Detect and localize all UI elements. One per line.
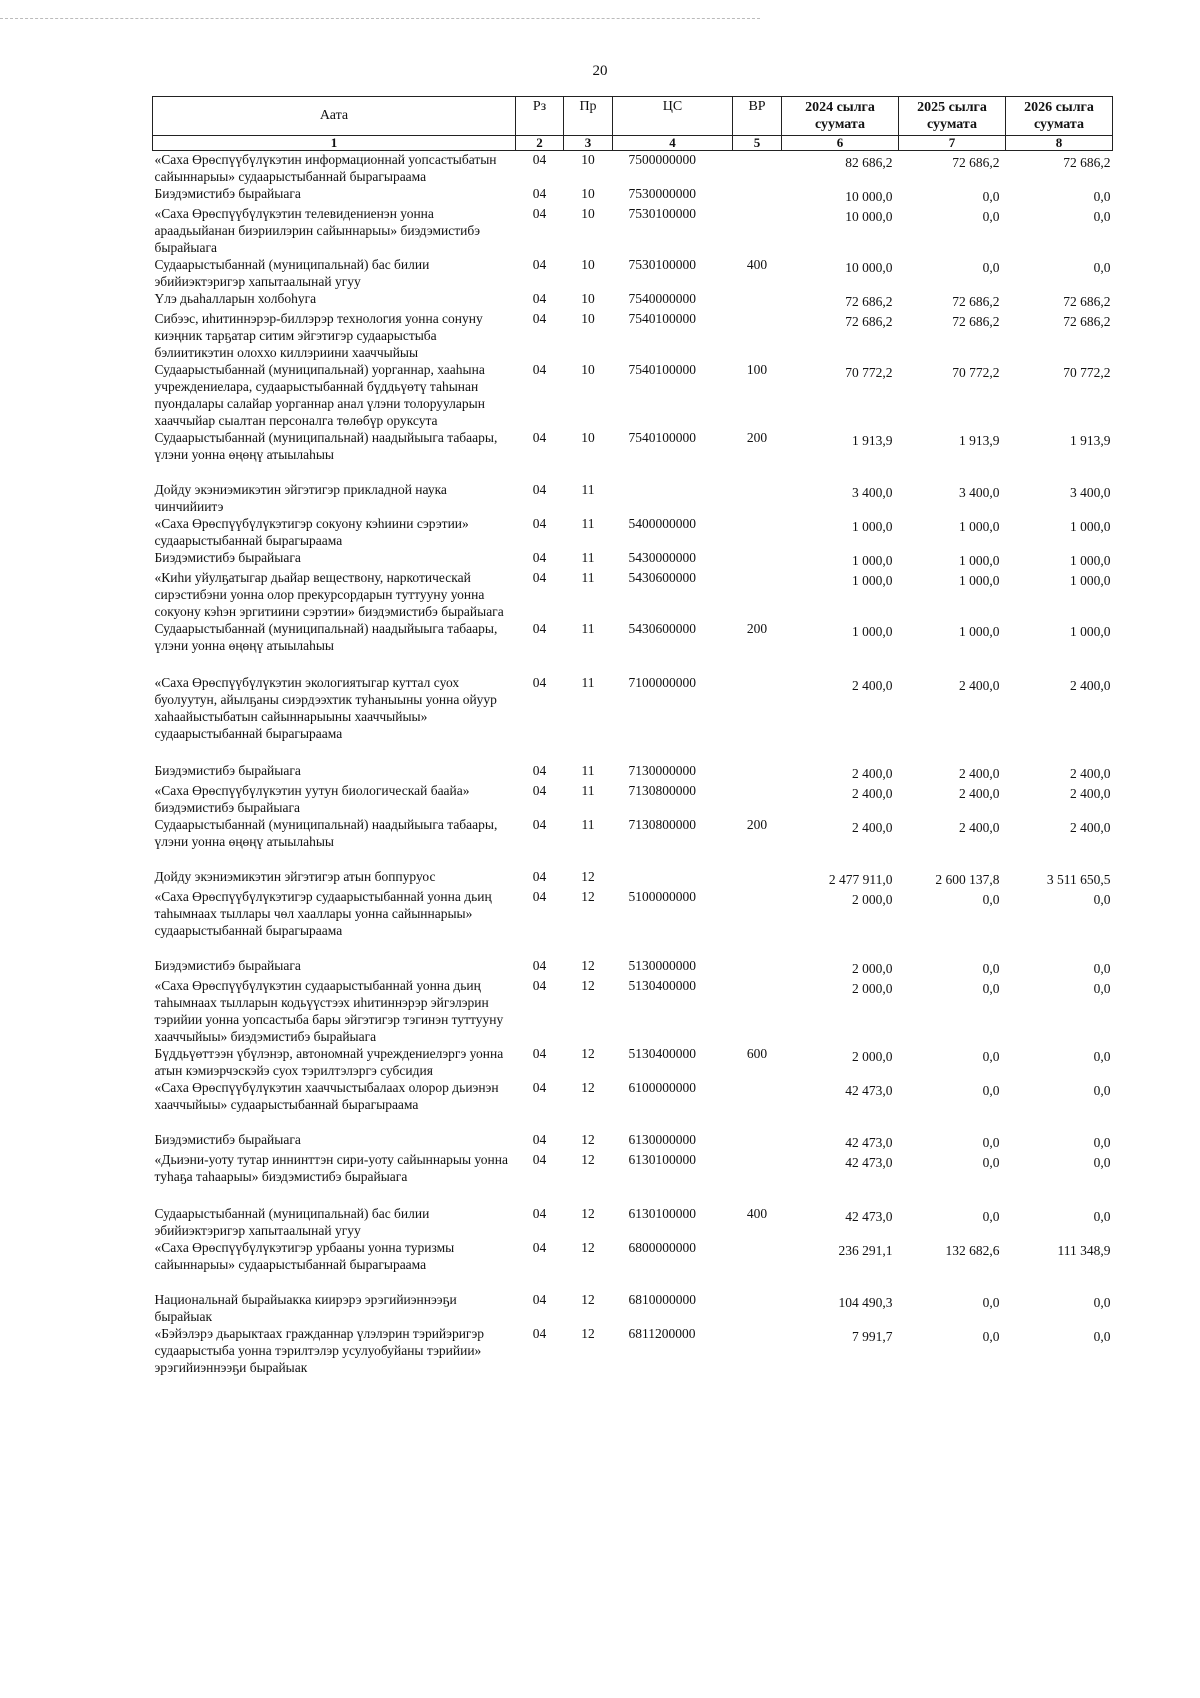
- cell-rz: 04: [532, 1080, 547, 1095]
- col-number: 8: [1006, 136, 1113, 151]
- cell-rz: 04: [532, 291, 547, 306]
- cell-amount-2025: 0,0: [982, 981, 1000, 996]
- cell-amount-2026: 70 772,2: [1063, 365, 1111, 380]
- cell-pr: 12: [581, 1152, 595, 1167]
- cell-name: Сибээс, иһитиннэрэр-биллэрэр технология уонна сонуну киэңник тарҕатар ситим эйгэтигэр судаарыстыба бэлиитикэтин олоххо киллэриини хааччыйыы: [154, 311, 483, 360]
- cell-amount-2024: 1 000,0: [852, 553, 893, 568]
- cell-vr: 600: [746, 1046, 768, 1061]
- cell-name: «Саха Өрөспүүбүлүкэтигэр сокуону кэһиини сэрэтии» судаарыстыбаннай бырагыраама: [154, 516, 469, 548]
- cell-name: Судаарыстыбаннай (муниципальнай) наадыйыыга табаары, үлэни уонна өңөңү атыылаһыы: [154, 430, 498, 462]
- table-row: [153, 1205, 1113, 1239]
- cell-rz: 04: [532, 311, 547, 326]
- cell-name: «Саха Өрөспүүбүлүкэтин уутун биологическай баайа» биэдэмистибэ бырайыага: [154, 783, 470, 815]
- cell-pr: 10: [581, 152, 595, 167]
- table-row: [153, 256, 1113, 290]
- cell-amount-2024: 42 473,0: [845, 1155, 893, 1170]
- cell-vr: [733, 1151, 782, 1205]
- table-row: [153, 816, 1113, 868]
- cell-cs: 7540100000: [628, 362, 696, 377]
- cell-amount-2026: 0,0: [1093, 260, 1111, 275]
- cell-amount-2026: 0,0: [1093, 1329, 1111, 1344]
- cell-vr: 200: [746, 621, 768, 636]
- cell-amount-2024: 10 000,0: [845, 189, 893, 204]
- cell-vr: [733, 515, 782, 549]
- table-row: [153, 481, 1113, 515]
- cell-amount-2025: 1 000,0: [959, 573, 1000, 588]
- table-row: [153, 888, 1113, 957]
- cell-vr: [733, 290, 782, 310]
- cell-name: Судаарыстыбаннай (муниципальнай) наадыйыыга табаары, үлэни уонна өңөңү атыылаһыы: [154, 621, 498, 653]
- cell-amount-2026: 0,0: [1093, 1209, 1111, 1224]
- cell-amount-2024: 2 000,0: [852, 1049, 893, 1064]
- cell-rz: 04: [532, 1132, 547, 1147]
- cell-cs: 7540100000: [628, 430, 696, 445]
- cell-pr: 12: [581, 958, 595, 973]
- cell-cs: 5130400000: [628, 1046, 696, 1061]
- cell-amount-2026: 2 400,0: [1070, 786, 1111, 801]
- cell-rz: 04: [532, 482, 547, 497]
- header-year-2025: 2025 сылга суумата: [899, 97, 1006, 136]
- cell-amount-2026: 0,0: [1093, 961, 1111, 976]
- cell-name: Судаарыстыбаннай (муниципальнай) наадыйыыга табаары, үлэни уонна өңөңү атыылаһыы: [154, 817, 498, 849]
- cell-name: Судаарыстыбаннай (муниципальнай) бас билии эбийиэктэригэр хапытаалынай угуу: [154, 257, 430, 289]
- cell-pr: 10: [581, 291, 595, 306]
- cell-amount-2024: 42 473,0: [845, 1083, 893, 1098]
- cell-pr: 10: [581, 206, 595, 221]
- cell-rz: 04: [532, 763, 547, 778]
- cell-rz: 04: [532, 186, 547, 201]
- cell-cs: 5430600000: [628, 570, 696, 585]
- table-row: [153, 674, 1113, 762]
- cell-amount-2024: 2 000,0: [852, 892, 893, 907]
- cell-amount-2024: 1 913,9: [852, 433, 893, 448]
- cell-cs: 7130800000: [628, 817, 696, 832]
- cell-vr: [733, 674, 782, 762]
- cell-name: «Дьиэни-уоту тутар иннинттэн сири-уоту сайыннарыы уонна туһаҕа таһаарыы» биэдэмистибэ бырайыага: [154, 1152, 508, 1184]
- cell-vr: [733, 1325, 782, 1376]
- cell-amount-2026: 72 686,2: [1063, 294, 1111, 309]
- cell-amount-2024: 2 477 911,0: [828, 872, 893, 887]
- cell-amount-2024: 7 991,7: [852, 1329, 893, 1344]
- col-number: 4: [613, 136, 733, 151]
- cell-amount-2025: 0,0: [982, 892, 1000, 907]
- cell-amount-2026: 0,0: [1093, 1155, 1111, 1170]
- cell-name: Үлэ дьаһалларын холбоһуга: [154, 291, 317, 306]
- cell-name: Биэдэмистибэ бырайыага: [154, 1132, 301, 1147]
- cell-rz: 04: [532, 430, 547, 445]
- col-number: 1: [153, 136, 516, 151]
- cell-name: «Саха Өрөспүүбүлүкэтин телевидениенэн уонна араадьыйанан биэриилэрин сайыннарыы» биэдэмистибэ бырайыага: [154, 206, 481, 255]
- cell-pr: 11: [581, 570, 595, 585]
- cell-amount-2026: 3 400,0: [1070, 485, 1111, 500]
- cell-cs: 7130000000: [628, 763, 696, 778]
- cell-vr: [733, 1239, 782, 1291]
- cell-vr: [733, 868, 782, 888]
- cell-amount-2025: 2 400,0: [959, 786, 1000, 801]
- cell-pr: 12: [581, 1046, 595, 1061]
- header-cs: ЦС: [613, 97, 733, 136]
- cell-amount-2024: 2 000,0: [852, 981, 893, 996]
- cell-amount-2026: 72 686,2: [1063, 155, 1111, 170]
- cell-vr: 200: [746, 430, 768, 445]
- cell-amount-2025: 0,0: [982, 1155, 1000, 1170]
- cell-vr: [733, 151, 782, 186]
- cell-amount-2026: 72 686,2: [1063, 314, 1111, 329]
- cell-rz: 04: [532, 1206, 547, 1221]
- cell-name: «Саха Өрөспүүбүлүкэтигэр судаарыстыбаннай уонна дьиң таһымнаах тыллары чөл хааллары уонна сайыннарыы» судаарыстыбаннай бырагыраама: [154, 889, 492, 938]
- table-row: [153, 977, 1113, 1045]
- cell-pr: 11: [581, 621, 595, 636]
- cell-cs: 7100000000: [628, 675, 696, 690]
- cell-name: Дойду экэниэмикэтин эйгэтигэр атын боппуруос: [154, 869, 436, 884]
- col-number: 6: [782, 136, 899, 151]
- cell-rz: 04: [532, 817, 547, 832]
- scan-artifact-line: [0, 18, 760, 19]
- cell-rz: 04: [532, 1240, 547, 1255]
- cell-amount-2025: 72 686,2: [952, 294, 1000, 309]
- cell-rz: 04: [532, 362, 547, 377]
- cell-name: «Саха Өрөспүүбүлүкэтин информационнай уопсастыбатын сайыннарыы» судаарыстыбаннай бырагыраама: [154, 152, 497, 184]
- cell-name: «Бэйэлэрэ дьарыктаах гражданнар үлэлэрин тэрийэригэр судаарыстыба уонна тэрилтэлэр усулуобуйаны тэрийии» эрэгийиэннээҕи бырайыак: [154, 1326, 485, 1375]
- budget-table-container: [152, 96, 1112, 1376]
- cell-cs: 7500000000: [628, 152, 696, 167]
- cell-rz: 04: [532, 206, 547, 221]
- cell-amount-2024: 3 400,0: [852, 485, 893, 500]
- cell-pr: 10: [581, 186, 595, 201]
- cell-amount-2025: 0,0: [982, 1209, 1000, 1224]
- cell-amount-2024: 104 490,3: [838, 1295, 893, 1310]
- cell-amount-2024: 1 000,0: [852, 624, 893, 639]
- cell-vr: [733, 1291, 782, 1325]
- cell-amount-2026: 3 511 650,5: [1046, 872, 1111, 887]
- cell-vr: 100: [746, 362, 768, 377]
- cell-name: «Киһи уйулҕатыгар дьайар веществону, наркотическай сирэстибэни уонна олор прекурсордарын туттууну уонна сокуону кэһэн эргитиини сэрэтии» биэдэмистибэ бырайыага: [154, 570, 504, 619]
- cell-name: «Саха Өрөспүүбүлүкэтин экологиятыгар куттал суох буолуутун, айылҕаны сиэрдээхтик туһаныыны уонна ойуур хаһаайыстыбатын сайыннарыыны хааччыйыы» судаарыстыбаннай бырагыраама: [154, 675, 497, 741]
- header-year-2026: 2026 сылга суумата: [1006, 97, 1113, 136]
- cell-name: «Саха Өрөспүүбүлүкэтин судаарыстыбаннай уонна дьиң таһымнаах тылларын кодьүүстээх иһитиннэрэр эйгэлэрин тэрийии уонна уопсастыба бары эйгэтигэр тэгинэн туттууну хааччыйыы» биэдэмистибэ бырайыага: [154, 978, 504, 1044]
- cell-vr: [733, 549, 782, 569]
- cell-vr: [733, 762, 782, 782]
- cell-pr: 11: [581, 763, 595, 778]
- table-row: [153, 361, 1113, 429]
- cell-cs: 5130000000: [628, 958, 696, 973]
- cell-rz: 04: [532, 621, 547, 636]
- cell-amount-2026: 0,0: [1093, 1083, 1111, 1098]
- cell-name: «Саха Өрөспүүбүлүкэтин хааччыстыбалаах олорор дьиэнэн хааччыйыы» судаарыстыбаннай бырагыраама: [154, 1080, 499, 1112]
- cell-rz: 04: [532, 1152, 547, 1167]
- cell-name: Бүддьүөттээн үбүлэнэр, автономнай учреждениелэргэ уонна атын кэмиэрчэскэйэ суох тэрилтэлэргэ субсидия: [154, 1046, 504, 1078]
- cell-amount-2024: 72 686,2: [845, 294, 893, 309]
- table-row: [153, 1131, 1113, 1151]
- cell-cs: 6130100000: [628, 1152, 696, 1167]
- cell-pr: 12: [581, 1326, 595, 1341]
- cell-amount-2025: 0,0: [982, 1329, 1000, 1344]
- cell-cs: 5400000000: [628, 516, 696, 531]
- cell-name: Биэдэмистибэ бырайыага: [154, 550, 301, 565]
- table-body: [153, 151, 1113, 1377]
- cell-amount-2025: 1 000,0: [959, 519, 1000, 534]
- table-row: [153, 1325, 1113, 1376]
- cell-amount-2026: 0,0: [1093, 1049, 1111, 1064]
- cell-pr: 11: [581, 516, 595, 531]
- cell-rz: 04: [532, 570, 547, 585]
- cell-amount-2024: 42 473,0: [845, 1209, 893, 1224]
- cell-cs: 7530100000: [628, 206, 696, 221]
- cell-pr: 12: [581, 1080, 595, 1095]
- cell-amount-2025: 1 000,0: [959, 553, 1000, 568]
- cell-amount-2026: 111 348,9: [1057, 1243, 1111, 1258]
- cell-amount-2026: 0,0: [1093, 1135, 1111, 1150]
- cell-rz: 04: [532, 978, 547, 993]
- cell-amount-2025: 132 682,6: [945, 1243, 1000, 1258]
- cell-name: Судаарыстыбаннай (муниципальнай) уорганнар, хааһына учреждениелара, судаарыстыбаннай бүддьүөтү таһынан пуондалары салайар уорганнар анал үлэни толорууларын хааччыйар сыалтан персоналга төлөбүр оруксута: [154, 362, 485, 428]
- cell-cs: 6100000000: [628, 1080, 696, 1095]
- cell-amount-2024: 1 000,0: [852, 519, 893, 534]
- cell-amount-2025: 1 000,0: [959, 624, 1000, 639]
- cell-amount-2026: 0,0: [1093, 981, 1111, 996]
- cell-vr: 400: [746, 257, 768, 272]
- cell-rz: 04: [532, 869, 547, 884]
- header-vr: ВР: [733, 97, 782, 136]
- cell-pr: 10: [581, 311, 595, 326]
- table-row: [153, 569, 1113, 620]
- table-row: [153, 620, 1113, 674]
- header-rz: Рз: [516, 97, 564, 136]
- cell-pr: 12: [581, 1240, 595, 1255]
- cell-rz: 04: [532, 889, 547, 904]
- cell-amount-2024: 2 400,0: [852, 678, 893, 693]
- table-row: [153, 1045, 1113, 1079]
- cell-cs: 7130800000: [628, 783, 696, 798]
- cell-amount-2025: 72 686,2: [952, 314, 1000, 329]
- budget-table: [152, 96, 1113, 1376]
- cell-amount-2026: 0,0: [1093, 892, 1111, 907]
- cell-vr: [733, 957, 782, 977]
- cell-cs: 5100000000: [628, 889, 696, 904]
- cell-vr: [733, 310, 782, 361]
- cell-amount-2025: 0,0: [982, 189, 1000, 204]
- cell-pr: 10: [581, 257, 595, 272]
- cell-amount-2024: 82 686,2: [845, 155, 893, 170]
- col-number: 5: [733, 136, 782, 151]
- cell-name: Судаарыстыбаннай (муниципальнай) бас билии эбийиэктэригэр хапытаалынай угуу: [154, 1206, 430, 1238]
- cell-vr: [733, 481, 782, 515]
- table-header: [153, 97, 1113, 151]
- cell-amount-2025: 2 400,0: [959, 820, 1000, 835]
- cell-cs: 6130100000: [628, 1206, 696, 1221]
- cell-vr: 200: [746, 817, 768, 832]
- cell-rz: 04: [532, 1292, 547, 1307]
- cell-rz: 04: [532, 1046, 547, 1061]
- cell-pr: 11: [581, 675, 595, 690]
- cell-amount-2024: 10 000,0: [845, 209, 893, 224]
- col-number: 7: [899, 136, 1006, 151]
- cell-amount-2026: 2 400,0: [1070, 820, 1111, 835]
- cell-amount-2024: 70 772,2: [845, 365, 893, 380]
- cell-amount-2024: 2 400,0: [852, 766, 893, 781]
- cell-pr: 12: [581, 869, 595, 884]
- cell-amount-2025: 2 400,0: [959, 766, 1000, 781]
- table-row: [153, 1291, 1113, 1325]
- cell-amount-2026: 1 000,0: [1070, 624, 1111, 639]
- cell-vr: [733, 1131, 782, 1151]
- cell-rz: 04: [532, 550, 547, 565]
- cell-amount-2025: 0,0: [982, 1295, 1000, 1310]
- table-row: [153, 1079, 1113, 1131]
- cell-name: Биэдэмистибэ бырайыага: [154, 958, 301, 973]
- table-row: [153, 429, 1113, 481]
- cell-amount-2025: 2 400,0: [959, 678, 1000, 693]
- cell-amount-2026: 0,0: [1093, 209, 1111, 224]
- cell-name: «Саха Өрөспүүбүлүкэтигэр урбааны уонна туризмы сайыннарыы» судаарыстыбаннай бырагыраама: [154, 1240, 455, 1272]
- cell-pr: 10: [581, 362, 595, 377]
- cell-vr: [733, 782, 782, 816]
- cell-pr: 11: [581, 783, 595, 798]
- cell-pr: 11: [581, 482, 595, 497]
- table-row: [153, 549, 1113, 569]
- cell-amount-2024: 2 400,0: [852, 786, 893, 801]
- cell-cs: 5430600000: [628, 621, 696, 636]
- cell-vr: [733, 185, 782, 205]
- cell-cs: [613, 481, 733, 515]
- cell-amount-2025: 0,0: [982, 1135, 1000, 1150]
- cell-name: Биэдэмистибэ бырайыага: [154, 763, 301, 778]
- header-pr: Пр: [564, 97, 613, 136]
- cell-amount-2025: 3 400,0: [959, 485, 1000, 500]
- cell-amount-2026: 0,0: [1093, 189, 1111, 204]
- cell-vr: [733, 205, 782, 256]
- cell-amount-2024: 2 400,0: [852, 820, 893, 835]
- cell-amount-2026: 1 000,0: [1070, 573, 1111, 588]
- cell-rz: 04: [532, 516, 547, 531]
- cell-amount-2026: 2 400,0: [1070, 678, 1111, 693]
- cell-cs: 6800000000: [628, 1240, 696, 1255]
- table-row: [153, 290, 1113, 310]
- cell-amount-2025: 0,0: [982, 1083, 1000, 1098]
- cell-vr: [733, 569, 782, 620]
- table-row: [153, 515, 1113, 549]
- cell-cs: [613, 868, 733, 888]
- cell-amount-2025: 0,0: [982, 961, 1000, 976]
- cell-amount-2026: 1 000,0: [1070, 553, 1111, 568]
- cell-pr: 12: [581, 1292, 595, 1307]
- cell-name: Национальнай бырайыакка киирэрэ эрэгийиэннээҕи бырайыак: [154, 1292, 457, 1324]
- cell-name: Биэдэмистибэ бырайыага: [154, 186, 301, 201]
- cell-vr: [733, 977, 782, 1045]
- cell-amount-2026: 1 913,9: [1070, 433, 1111, 448]
- cell-cs: 6810000000: [628, 1292, 696, 1307]
- cell-cs: 5130400000: [628, 978, 696, 993]
- cell-vr: [733, 888, 782, 957]
- cell-pr: 11: [581, 550, 595, 565]
- cell-rz: 04: [532, 1326, 547, 1341]
- cell-amount-2024: 42 473,0: [845, 1135, 893, 1150]
- cell-amount-2026: 0,0: [1093, 1295, 1111, 1310]
- cell-amount-2026: 1 000,0: [1070, 519, 1111, 534]
- cell-rz: 04: [532, 783, 547, 798]
- cell-cs: 6811200000: [628, 1326, 696, 1341]
- cell-amount-2025: 70 772,2: [952, 365, 1000, 380]
- cell-vr: [733, 1079, 782, 1131]
- cell-rz: 04: [532, 152, 547, 167]
- cell-pr: 12: [581, 889, 595, 904]
- cell-amount-2025: 72 686,2: [952, 155, 1000, 170]
- cell-amount-2025: 0,0: [982, 1049, 1000, 1064]
- table-row: [153, 151, 1113, 186]
- cell-pr: 12: [581, 1132, 595, 1147]
- cell-pr: 12: [581, 978, 595, 993]
- col-number: 2: [516, 136, 564, 151]
- cell-cs: 7540000000: [628, 291, 696, 306]
- cell-amount-2025: 0,0: [982, 260, 1000, 275]
- header-name: Аата: [153, 97, 516, 136]
- table-row: [153, 868, 1113, 888]
- cell-cs: 7530100000: [628, 257, 696, 272]
- cell-amount-2025: 1 913,9: [959, 433, 1000, 448]
- cell-amount-2024: 236 291,1: [838, 1243, 893, 1258]
- cell-cs: 7540100000: [628, 311, 696, 326]
- cell-amount-2025: 2 600 137,8: [935, 872, 1000, 887]
- cell-amount-2025: 0,0: [982, 209, 1000, 224]
- cell-pr: 12: [581, 1206, 595, 1221]
- cell-rz: 04: [532, 675, 547, 690]
- cell-cs: 5430000000: [628, 550, 696, 565]
- cell-cs: 7530000000: [628, 186, 696, 201]
- cell-amount-2024: 1 000,0: [852, 573, 893, 588]
- table-row: [153, 1151, 1113, 1205]
- page-number: 20: [592, 63, 608, 79]
- cell-rz: 04: [532, 958, 547, 973]
- cell-amount-2024: 10 000,0: [845, 260, 893, 275]
- table-row: [153, 205, 1113, 256]
- cell-amount-2024: 2 000,0: [852, 961, 893, 976]
- cell-name: Дойду экэниэмикэтин эйгэтигэр прикладной наука чинчийиитэ: [154, 482, 447, 514]
- cell-amount-2024: 72 686,2: [845, 314, 893, 329]
- table-row: [153, 782, 1113, 816]
- cell-amount-2026: 2 400,0: [1070, 766, 1111, 781]
- col-number: 3: [564, 136, 613, 151]
- cell-vr: 400: [746, 1206, 768, 1221]
- table-row: [153, 762, 1113, 782]
- cell-pr: 11: [581, 817, 595, 832]
- cell-pr: 10: [581, 430, 595, 445]
- table-row: [153, 1239, 1113, 1291]
- table-row: [153, 310, 1113, 361]
- table-row: [153, 185, 1113, 205]
- header-year-2024: 2024 сылга суумата: [782, 97, 899, 136]
- cell-rz: 04: [532, 257, 547, 272]
- cell-cs: 6130000000: [628, 1132, 696, 1147]
- table-row: [153, 957, 1113, 977]
